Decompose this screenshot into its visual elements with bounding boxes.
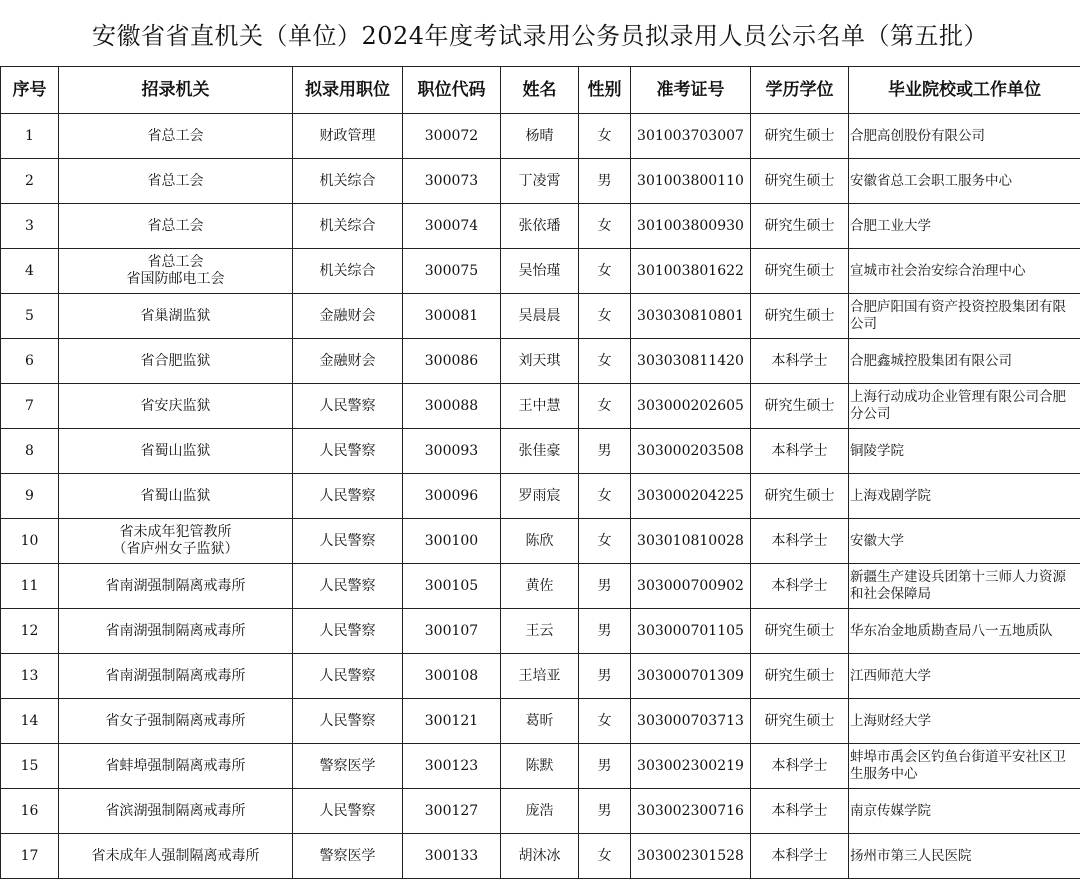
name-cell: 葛昕	[501, 699, 579, 744]
unit-cell: 铜陵学院	[849, 429, 1080, 474]
table-row	[1, 699, 1080, 744]
unit-cell: 合肥鑫城控股集团有限公司	[849, 339, 1080, 384]
table-row	[1, 294, 1080, 339]
position-cell: 警察医学	[293, 834, 403, 879]
position-cell: 金融财会	[293, 339, 403, 384]
agency-cell	[59, 249, 293, 294]
position-cell: 人民警察	[293, 519, 403, 564]
agency-line: 省蜀山监狱	[140, 442, 211, 459]
degree-cell: 研究生硕士	[751, 294, 849, 339]
table-row	[1, 429, 1080, 474]
gender-cell: 女	[579, 699, 631, 744]
position-code-cell: 300123	[403, 744, 501, 789]
position-cell: 机关综合	[293, 159, 403, 204]
agency-cell	[59, 339, 293, 384]
agency-line: 省总工会	[147, 172, 204, 189]
name-cell: 陈欣	[501, 519, 579, 564]
table-row	[1, 654, 1080, 699]
degree-cell: 研究生硕士	[751, 384, 849, 429]
header-no: 序号	[1, 67, 59, 114]
name-cell: 张佳豪	[501, 429, 579, 474]
row-number: 10	[1, 519, 59, 564]
exam-id-cell: 303030811420	[631, 339, 751, 384]
gender-cell: 女	[579, 474, 631, 519]
unit-cell: 南京传媒学院	[849, 789, 1080, 834]
agency-cell	[59, 699, 293, 744]
agency-line: 省女子强制隔离戒毒所	[105, 712, 246, 729]
position-code-cell: 300100	[403, 519, 501, 564]
header-degree: 学历学位	[751, 67, 849, 114]
gender-cell: 女	[579, 834, 631, 879]
exam-id-cell: 303010810028	[631, 519, 751, 564]
name-cell: 黄佐	[501, 564, 579, 609]
header-exam-id: 准考证号	[631, 67, 751, 114]
name-cell: 刘天琪	[501, 339, 579, 384]
agency-line: 省蜀山监狱	[140, 487, 211, 504]
table-row	[1, 159, 1080, 204]
agency-cell	[59, 519, 293, 564]
exam-id-cell: 303002300716	[631, 789, 751, 834]
agency-cell	[59, 744, 293, 789]
agency-cell	[59, 474, 293, 519]
agency-line: 省南湖强制隔离戒毒所	[105, 577, 246, 594]
position-cell: 人民警察	[293, 384, 403, 429]
header-unit: 毕业院校或工作单位	[849, 67, 1080, 114]
gender-cell: 男	[579, 789, 631, 834]
name-cell: 王云	[501, 609, 579, 654]
degree-cell: 本科学士	[751, 519, 849, 564]
table-row	[1, 834, 1080, 879]
exam-id-cell: 301003801622	[631, 249, 751, 294]
table-row	[1, 789, 1080, 834]
unit-cell: 安徽大学	[849, 519, 1080, 564]
row-number: 9	[1, 474, 59, 519]
position-code-cell: 300133	[403, 834, 501, 879]
position-cell: 人民警察	[293, 654, 403, 699]
unit-cell: 江西师范大学	[849, 654, 1080, 699]
unit-cell: 宣城市社会治安综合治理中心	[849, 249, 1080, 294]
position-code-cell: 300107	[403, 609, 501, 654]
agency-cell	[59, 789, 293, 834]
position-cell: 人民警察	[293, 789, 403, 834]
degree-cell: 研究生硕士	[751, 654, 849, 699]
degree-cell: 研究生硕士	[751, 204, 849, 249]
agency-cell	[59, 834, 293, 879]
exam-id-cell: 303000202605	[631, 384, 751, 429]
position-cell: 机关综合	[293, 204, 403, 249]
degree-cell: 本科学士	[751, 339, 849, 384]
exam-id-cell: 303002300219	[631, 744, 751, 789]
position-code-cell: 300127	[403, 789, 501, 834]
row-number: 13	[1, 654, 59, 699]
position-code-cell: 300108	[403, 654, 501, 699]
position-code-cell: 300075	[403, 249, 501, 294]
table-row	[1, 519, 1080, 564]
agency-line: 省未成年犯管教所	[119, 524, 232, 540]
gender-cell: 男	[579, 159, 631, 204]
table-row	[1, 384, 1080, 429]
position-code-cell: 300105	[403, 564, 501, 609]
name-cell: 杨晴	[501, 114, 579, 159]
name-cell: 罗雨宸	[501, 474, 579, 519]
name-cell: 胡沐冰	[501, 834, 579, 879]
table-row	[1, 339, 1080, 384]
agency-line: 省合肥监狱	[140, 352, 211, 369]
position-cell: 人民警察	[293, 609, 403, 654]
unit-cell: 合肥工业大学	[849, 204, 1080, 249]
agency-line: 省总工会	[147, 127, 204, 144]
agency-line: （省庐州女子监狱）	[112, 541, 239, 557]
agency-line: 省安庆监狱	[140, 397, 211, 414]
header-code: 职位代码	[403, 67, 501, 114]
name-cell: 吴怡瑾	[501, 249, 579, 294]
degree-cell: 研究生硕士	[751, 699, 849, 744]
position-cell: 人民警察	[293, 429, 403, 474]
exam-id-cell: 303000701309	[631, 654, 751, 699]
position-cell: 警察医学	[293, 744, 403, 789]
name-cell: 丁凌霄	[501, 159, 579, 204]
agency-cell	[59, 159, 293, 204]
name-cell: 王培亚	[501, 654, 579, 699]
degree-cell: 研究生硕士	[751, 249, 849, 294]
agency-line: 省国防邮电工会	[126, 271, 225, 287]
agency-cell	[59, 609, 293, 654]
table-row	[1, 474, 1080, 519]
agency-cell	[59, 429, 293, 474]
position-code-cell: 300096	[403, 474, 501, 519]
agency-line: 省蚌埠强制隔离戒毒所	[105, 757, 246, 774]
gender-cell: 男	[579, 744, 631, 789]
table-row	[1, 744, 1080, 789]
exam-id-cell: 301003703007	[631, 114, 751, 159]
agency-line: 省未成年人强制隔离戒毒所	[91, 847, 260, 864]
position-cell: 人民警察	[293, 564, 403, 609]
unit-cell: 扬州市第三人民医院	[849, 834, 1080, 879]
gender-cell: 女	[579, 384, 631, 429]
degree-cell: 本科学士	[751, 789, 849, 834]
row-number: 15	[1, 744, 59, 789]
gender-cell: 男	[579, 609, 631, 654]
table-row	[1, 564, 1080, 609]
row-number: 11	[1, 564, 59, 609]
name-cell: 吴晨晨	[501, 294, 579, 339]
agency-line: 省巢湖监狱	[140, 307, 211, 324]
agency-line: 省总工会	[147, 254, 204, 270]
agency-line: 省南湖强制隔离戒毒所	[105, 622, 246, 639]
header-name: 姓名	[501, 67, 579, 114]
position-code-cell: 300093	[403, 429, 501, 474]
agency-cell	[59, 384, 293, 429]
agency-line: 省南湖强制隔离戒毒所	[105, 667, 246, 684]
agency-cell	[59, 204, 293, 249]
row-number: 1	[1, 114, 59, 159]
degree-cell: 研究生硕士	[751, 114, 849, 159]
unit-cell: 上海行动成功企业管理有限公司合肥分公司	[849, 384, 1080, 429]
table-row	[1, 204, 1080, 249]
unit-cell: 合肥庐阳国有资产投资控股集团有限公司	[849, 294, 1080, 339]
row-number: 14	[1, 699, 59, 744]
position-code-cell: 300086	[403, 339, 501, 384]
name-cell: 陈默	[501, 744, 579, 789]
gender-cell: 女	[579, 294, 631, 339]
unit-cell: 新疆生产建设兵团第十三师人力资源和社会保障局	[849, 564, 1080, 609]
position-code-cell: 300081	[403, 294, 501, 339]
row-number: 7	[1, 384, 59, 429]
unit-cell: 上海财经大学	[849, 699, 1080, 744]
exam-id-cell: 303000204225	[631, 474, 751, 519]
gender-cell: 男	[579, 654, 631, 699]
exam-id-cell: 303030810801	[631, 294, 751, 339]
position-cell: 金融财会	[293, 294, 403, 339]
exam-id-cell: 303000203508	[631, 429, 751, 474]
unit-cell: 上海戏剧学院	[849, 474, 1080, 519]
row-number: 17	[1, 834, 59, 879]
unit-cell: 安徽省总工会职工服务中心	[849, 159, 1080, 204]
degree-cell: 本科学士	[751, 744, 849, 789]
exam-id-cell: 303000703713	[631, 699, 751, 744]
agency-cell	[59, 294, 293, 339]
agency-cell	[59, 564, 293, 609]
exam-id-cell: 303000700902	[631, 564, 751, 609]
header-row	[1, 67, 1080, 114]
row-number: 5	[1, 294, 59, 339]
position-code-cell: 300074	[403, 204, 501, 249]
position-cell: 人民警察	[293, 699, 403, 744]
gender-cell: 女	[579, 249, 631, 294]
table-row	[1, 249, 1080, 294]
gender-cell: 男	[579, 429, 631, 474]
unit-cell: 蚌埠市禹会区钓鱼台街道平安社区卫生服务中心	[849, 744, 1080, 789]
position-code-cell: 300072	[403, 114, 501, 159]
gender-cell: 女	[579, 204, 631, 249]
name-cell: 庞浩	[501, 789, 579, 834]
agency-cell	[59, 114, 293, 159]
gender-cell: 女	[579, 519, 631, 564]
gender-cell: 男	[579, 564, 631, 609]
position-cell: 人民警察	[293, 474, 403, 519]
table-row	[1, 609, 1080, 654]
position-code-cell: 300121	[403, 699, 501, 744]
agency-line: 省总工会	[147, 217, 204, 234]
unit-cell: 合肥高创股份有限公司	[849, 114, 1080, 159]
gender-cell: 女	[579, 114, 631, 159]
agency-line: 省滨湖强制隔离戒毒所	[105, 802, 246, 819]
row-number: 6	[1, 339, 59, 384]
agency-cell	[59, 654, 293, 699]
exam-id-cell: 303000701105	[631, 609, 751, 654]
position-code-cell: 300073	[403, 159, 501, 204]
position-cell: 财政管理	[293, 114, 403, 159]
row-number: 16	[1, 789, 59, 834]
degree-cell: 本科学士	[751, 429, 849, 474]
exam-id-cell: 301003800930	[631, 204, 751, 249]
roster-body	[1, 114, 1080, 879]
header-gender: 性别	[579, 67, 631, 114]
exam-id-cell: 301003800110	[631, 159, 751, 204]
position-code-cell: 300088	[403, 384, 501, 429]
row-number: 12	[1, 609, 59, 654]
table-row	[1, 114, 1080, 159]
degree-cell: 本科学士	[751, 834, 849, 879]
degree-cell: 本科学士	[751, 564, 849, 609]
gender-cell: 女	[579, 339, 631, 384]
exam-id-cell: 303002301528	[631, 834, 751, 879]
row-number: 3	[1, 204, 59, 249]
header-position: 拟录用职位	[293, 67, 403, 114]
row-number: 4	[1, 249, 59, 294]
name-cell: 王中慧	[501, 384, 579, 429]
page-title: 安徽省省直机关（单位）2024年度考试录用公务员拟录用人员公示名单（第五批）	[91, 21, 989, 50]
degree-cell: 研究生硕士	[751, 474, 849, 519]
roster-table	[0, 66, 1080, 879]
row-number: 8	[1, 429, 59, 474]
position-cell: 机关综合	[293, 249, 403, 294]
name-cell: 张依璠	[501, 204, 579, 249]
header-agency: 招录机关	[59, 67, 293, 114]
degree-cell: 研究生硕士	[751, 159, 849, 204]
degree-cell: 研究生硕士	[751, 609, 849, 654]
unit-cell: 华东冶金地质勘查局八一五地质队	[849, 609, 1080, 654]
row-number: 2	[1, 159, 59, 204]
